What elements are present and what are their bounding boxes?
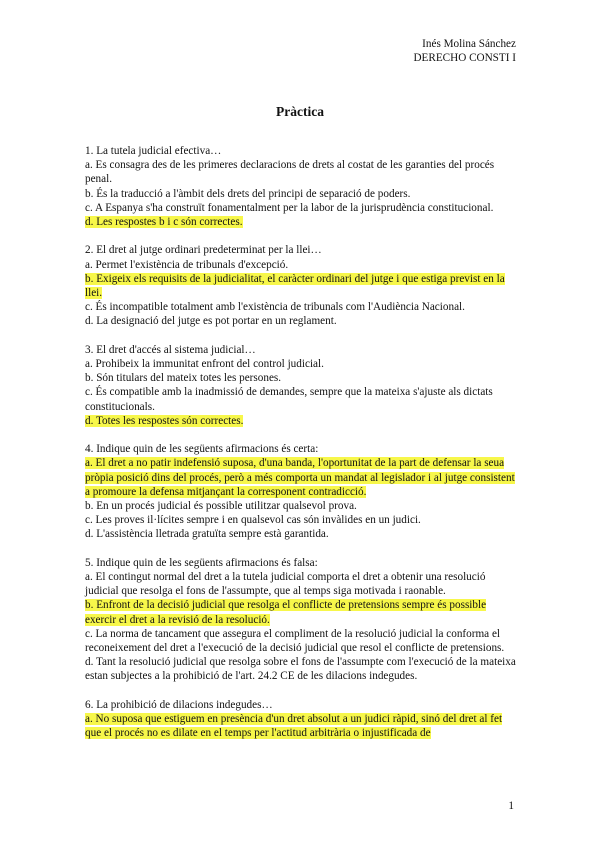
course-name: DERECHO CONSTI I: [413, 51, 516, 64]
answer-option-text: c. És compatible amb la inadmissió de demandes, sempre que la mateixa s'ajuste als dictats constitucionals.: [85, 386, 493, 413]
answer-option-highlighted: [85, 272, 517, 300]
answer-option-text: d. La designació del jutge es pot portar en un reglament.: [85, 315, 337, 328]
answer-option-text: a. No suposa que estiguem en presència d'un dret absolut a un judici ràpid, sinó del dret al fet que el procés no es dilate en el temps per l'actitud arbitrària o injustificada de: [85, 713, 503, 740]
question-item: [85, 556, 517, 684]
answer-option: [85, 627, 517, 655]
page-title: Pràctica: [276, 104, 324, 119]
answer-option: [85, 158, 517, 186]
answer-option-text: c. A Espanya s'ha construït fonamentalment per la labor de la jurisprudència constitucional.: [85, 201, 494, 214]
question-text: 2. El dret al jutge ordinari predeterminat per la llei…: [85, 244, 322, 257]
answer-option-text: a. Prohibeix la immunitat enfront del control judicial.: [85, 358, 324, 371]
answer-option-text: d. Totes les respostes són correctes.: [85, 414, 244, 427]
answer-option: [85, 300, 517, 314]
answer-option-text: c. La norma de tancament que assegura el compliment de la resolució judicial la conforma el reconeixement del dret a l'execució de la decisió judicial que resol el conflicte de pretensions.: [85, 627, 505, 655]
answer-option-highlighted: [85, 215, 517, 229]
question-item: [85, 442, 517, 541]
question-item: [85, 343, 517, 428]
answer-option: [85, 187, 517, 201]
question-text: 1. La tutela judicial efectiva…: [85, 145, 222, 157]
answer-option-highlighted: [85, 598, 517, 626]
answer-option-highlighted: [85, 414, 517, 428]
answer-option-highlighted: [85, 456, 517, 499]
answer-option-text: d. L'assistència lletrada gratuïta sempre està garantida.: [85, 528, 329, 541]
answer-option: [85, 570, 517, 598]
answer-option: [85, 201, 517, 215]
answer-option-text: b. Exigeix els requisits de la judicialitat, el caràcter ordinari del jutge i que estiga previst en la llei.: [85, 272, 505, 300]
answer-option-text: c. És incompatible totalment amb l'existència de tribunals com l'Audiència Nacional.: [85, 301, 465, 314]
answer-option: [85, 655, 517, 683]
question-list: [85, 144, 517, 755]
question-text: 5. Indique quin de les següents afirmacions és falsa:: [85, 556, 318, 569]
answer-option-highlighted: [85, 712, 517, 740]
answer-option: [85, 513, 517, 527]
answer-option: [85, 385, 517, 413]
question-text: 3. El dret d'accés al sistema judicial…: [85, 343, 256, 356]
author-name: Inés Molina Sánchez: [422, 38, 516, 50]
question-text: 6. La prohibició de dilacions indegudes…: [85, 698, 273, 711]
answer-option-text: a. El dret a no patir indefensió suposa, d'una banda, l'oportunitat de la part de defensar la seua pròpia posició dins del procés, però a més comporta un mandat al legislador i al jutge consistent a promoure la defensa mitjançant la corresponent contradicció.: [85, 457, 515, 498]
answer-option-text: a. El contingut normal del dret a la tutela judicial comporta el dret a obtenir una resolució judicial que resolga el fons de l'assumpte, que al temps siga motivada i raonable.: [85, 571, 486, 598]
answer-option-text: a. Es consagra des de les primeres declaracions de drets al costat de les garanties del procés penal.: [85, 159, 495, 186]
question-item: [85, 144, 517, 229]
answer-option-text: b. Són titulars del mateix totes les persones.: [85, 372, 282, 385]
answer-option: [85, 499, 517, 513]
answer-option: [85, 371, 517, 385]
answer-option-text: a. Permet l'existència de tribunals d'excepció.: [85, 258, 289, 271]
answer-option: [85, 357, 517, 371]
answer-option-text: d. Tant la resolució judicial que resolga sobre el fons de l'assumpte com l'execució de la mateixa estan subjectes a la prohibició de l'art. 24.2 CE de les dilacions indegudes.: [85, 656, 516, 683]
answer-option-text: b. Enfront de la decisió judicial que resolga el conflicte de pretensions sempre és possible exercir el dret a la revisió de la resolució.: [85, 599, 487, 626]
answer-option-text: c. Les proves il·lícites sempre i en qualsevol cas són invàlides en un judici.: [85, 514, 421, 527]
answer-option: [85, 258, 517, 272]
answer-option-text: b. En un procés judicial és possible utilitzar qualsevol prova.: [85, 500, 357, 513]
answer-option: [85, 527, 517, 541]
page-header: [413, 38, 516, 65]
question-text: 4. Indique quin de les següents afirmacions és certa:: [85, 443, 319, 456]
answer-option: [85, 314, 517, 328]
answer-option-text: b. És la traducció a l'àmbit dels drets del principi de separació de poders.: [85, 187, 411, 200]
question-item: [85, 698, 517, 741]
question-item: [85, 243, 517, 328]
page-number: 1: [508, 800, 514, 812]
answer-option-text: d. Les respostes b i c són correctes.: [85, 216, 243, 229]
